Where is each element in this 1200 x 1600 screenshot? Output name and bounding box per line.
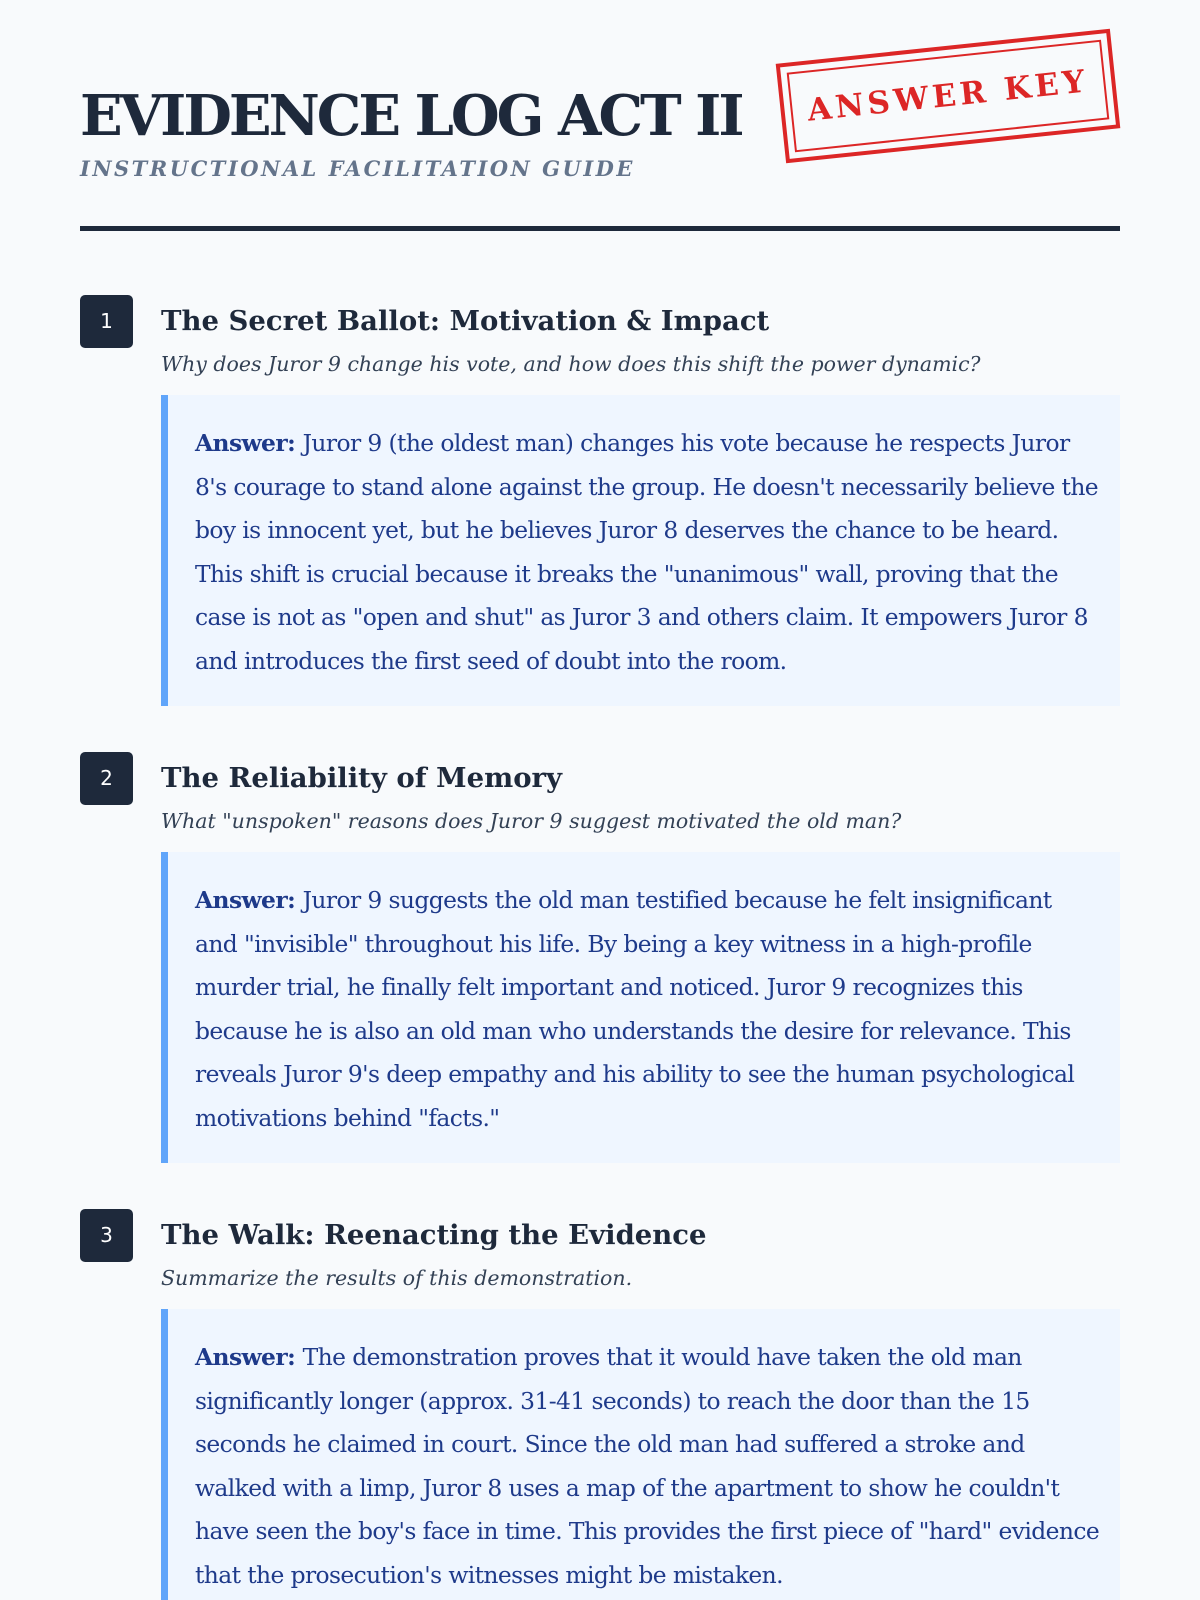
question-prompt: What "unspoken" reasons does Juror 9 suggest motivated the old man?: [161, 809, 902, 833]
question-title: The Walk: Reenacting the Evidence: [161, 1219, 707, 1251]
document-title: EVIDENCE LOG ACT II: [80, 83, 742, 149]
question-prompt: Summarize the results of this demonstration.: [161, 1266, 633, 1290]
answer-label: Answer:: [195, 886, 303, 914]
header-divider: [80, 226, 1120, 231]
answer-label: Answer:: [195, 1343, 303, 1371]
question-number-badge: 3: [80, 1209, 133, 1262]
stamp-label: ANSWER KEY: [787, 40, 1110, 153]
question-title: The Reliability of Memory: [161, 762, 563, 794]
answer-key-stamp: [776, 29, 1121, 164]
answer-label: Answer:: [195, 429, 303, 457]
question-prompt: Why does Juror 9 change his vote, and how does this shift the power dynamic?: [161, 352, 981, 376]
document-subtitle: INSTRUCTIONAL FACILITATION GUIDE: [80, 156, 635, 181]
answer-box: [161, 1309, 1120, 1600]
question-number-badge: 2: [80, 752, 133, 805]
question-number-badge: 1: [80, 295, 133, 348]
answer-box: [161, 395, 1120, 706]
document-header: [80, 0, 1120, 240]
answer-box: [161, 852, 1120, 1163]
answer-text: Juror 9 suggests the old man testified because he felt insignificant and "invisible" throughout his life. By being a key witness in a high-profile murder trial, he finally felt important and noticed. Juror 9 recognizes this because he is also an old man who understands the desire for relevance. This reveals Juror 9's deep empathy and his ability to see the human psychological motivations behind "facts.": [195, 886, 1075, 1132]
answer-text: Juror 9 (the oldest man) changes his vote because he respects Juror 8's courage to stand alone against the group. He doesn't necessarily believe the boy is innocent yet, but he believes Juror 8 deserves the chance to be heard. This shift is crucial because it breaks the "unanimous" wall, proving that the case is not as "open and shut" as Juror 3 and others claim. It empowers Juror 8 and introduces the first seed of doubt into the room.: [195, 429, 1099, 675]
answer-text: The demonstration proves that it would have taken the old man significantly longer (approx. 31-41 seconds) to reach the door than the 15 seconds he claimed in court. Since the old man had suffered a stroke and walked with a limp, Juror 8 uses a map of the apartment to show he couldn't have seen the boy's face in time. This provides the first piece of "hard" evidence that the prosecution's witnesses might be mistaken.: [195, 1343, 1100, 1589]
question-title: The Secret Ballot: Motivation & Impact: [161, 305, 770, 337]
